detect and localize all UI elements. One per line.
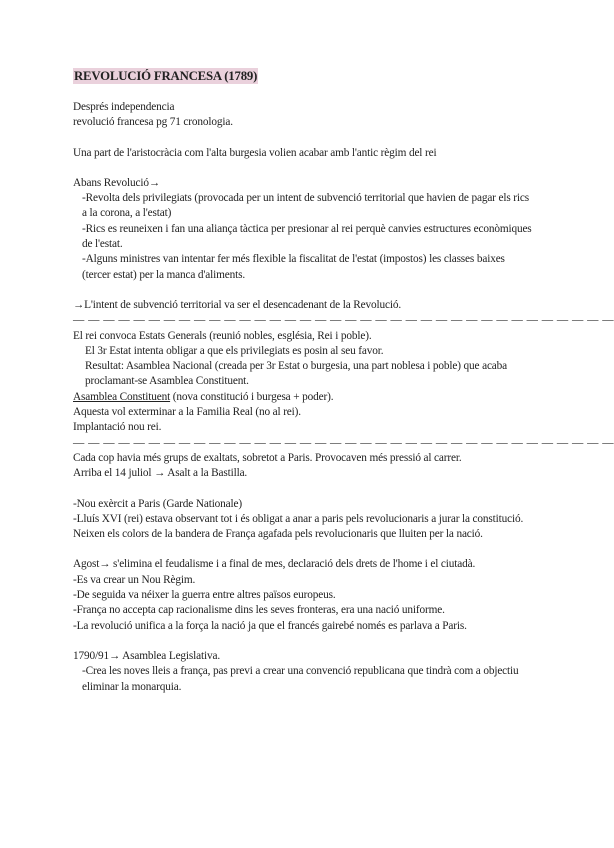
august-line-4: -França no accepta cap racionalisme dins les seves fronteras, era una nació uniforme. — [73, 604, 445, 617]
before-revolution-heading: Abans Revolució→ — [73, 176, 161, 189]
estates-line-1: El rei convoca Estats Generals (reunió nobles, església, Rei i poble). — [73, 329, 372, 342]
separator-line-1: — — — — — — — — — — — — — — — — — — — — — — — — — — — — — — — — — — — — — [73, 314, 614, 327]
trigger-statement: →L'intent de subvenció territorial va ser el desencadenant de la Revolució. — [73, 298, 401, 311]
august-line-1: Agost→ s'elimina el feudalisme i a final de mes, declaració dels drets de l'home i el ciutadà. — [73, 558, 476, 571]
estates-line-6: Implantació nou rei. — [73, 421, 162, 434]
estates-line-4 — [73, 390, 533, 405]
estates-line-5: Aquesta vol exterminar a la Familia Real (no al rei). — [73, 406, 301, 419]
before-item-privileged-revolt: -Revolta dels privilegiats (provocada per un intent de subvenció territorial que havien de pagar els rics a la corona, a l'estat) — [82, 192, 529, 220]
before-item-ministers: -Alguns ministres van intentar fer més flexible la fiscalitat de l'estat (impostos) les classes baixes (tercer estat) per la manca d'aliments. — [82, 253, 505, 281]
august-line-3: -De seguida va néixer la guerra entre altres països europeus. — [73, 589, 336, 602]
aristocracy-paragraph: Una part de l'aristocràcia com l'alta burgesia volien acabar amb l'antic règim del rei — [73, 146, 437, 159]
legislative-line-2: -Crea les noves lleis a frança, pas previ a crear una convenció republicana que tindrà com a objectiu eliminar la monarquia. — [82, 665, 519, 693]
before-item-rich-alliance: -Rics es reuneixen i fan una aliança tàctica per presionar al rei perquè canvies estructures econòmiques de l'estat. — [82, 222, 532, 251]
separator-line-2: — — — — — — — — — — — — — — — — — — — — — — — — — — — — — — — — — — — — — [73, 436, 614, 449]
intro-line-1: Després independencia — [73, 101, 175, 113]
legislative-line-1: 1790/91→ Asamblea Legislativa. — [73, 649, 221, 662]
paris-line-1: Cada cop havia més grups de exaltats, sobretot a Paris. Provocaven més pressió al carrer. — [73, 451, 462, 464]
intro-line-2: revolució francesa pg 71 cronologia. — [73, 116, 233, 129]
august-line-5: -La revolució unifica a la força la nació ja que el francés gairebé només es parlava a Paris. — [73, 619, 467, 632]
document-title: REVOLUCIÓ FRANCESA (1789) — [74, 69, 258, 83]
army-line-2: -Lluís XVI (rei) estava observant tot i és obligat a anar a paris pels revolucionaris a jurar la constitució. Neixen els colors de la bandera de França agafada pels revolucionaris que lluiten per la nació. — [73, 512, 524, 541]
paris-line-2: Arriba el 14 juliol → Asalt a la Bastilla. — [73, 467, 248, 480]
army-line-1: -Nou exèrcit a Paris (Garde Nationale) — [73, 497, 243, 510]
estates-line-3: Resultat: Asamblea Nacional (creada per 3r Estat o burgesia, una part noblesa i poble) que acaba proclamant-se Asamblea Constituent. — [85, 360, 508, 388]
document-content — [73, 68, 614, 695]
constituent-assembly-desc: (nova constitució i burgesa + poder). — [170, 390, 334, 403]
constituent-assembly-term: Asamblea Constituent — [73, 390, 171, 403]
august-line-2: -Es va crear un Nou Règim. — [73, 573, 196, 586]
estates-line-2: El 3r Estat intenta obligar a que els privilegiats es posin al seu favor. — [85, 344, 384, 357]
